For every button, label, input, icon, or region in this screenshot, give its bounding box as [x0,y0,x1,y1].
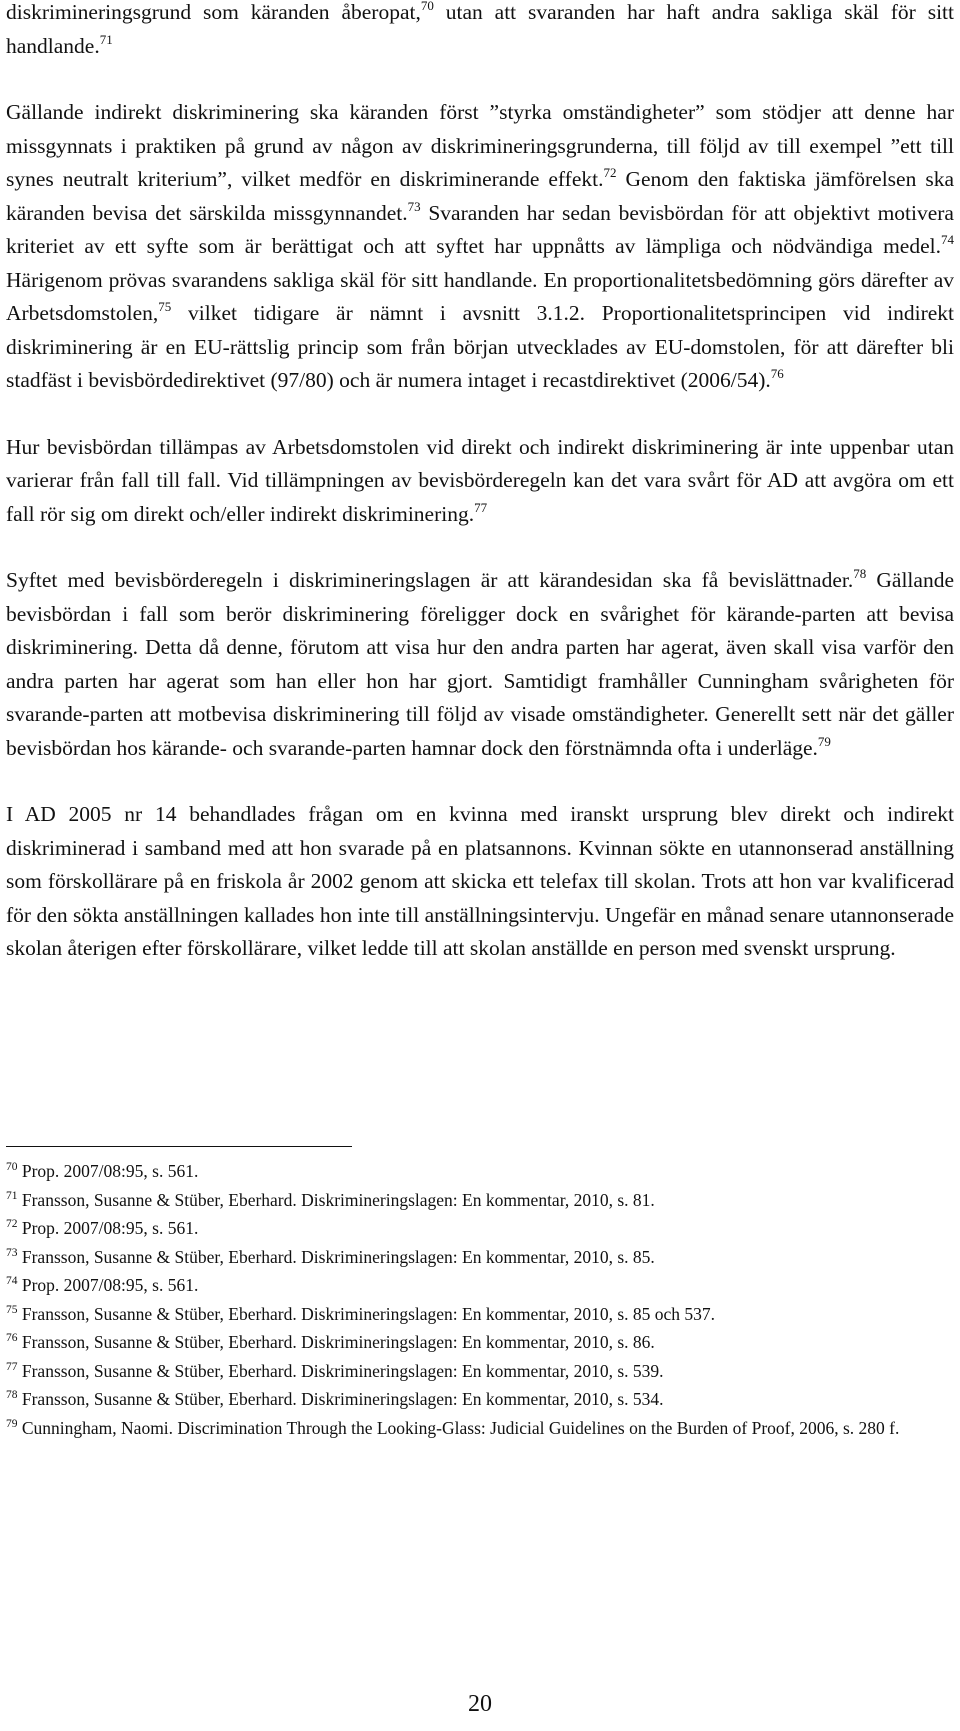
text-span: utan att svaranden har haft andra sakliga skäl för sitt handlande. [6,0,954,58]
footnote-number: 72 [6,1218,18,1230]
footnote-74 [6,1271,954,1300]
footnote-number: 77 [6,1360,18,1373]
footnote-ref[interactable]: 73 [407,198,421,214]
footnote-79 [6,1414,954,1443]
footnote-text: Fransson, Susanne & Stüber, Eberhard. Diskrimineringslagen: En kommentar, 2010, s. 534. [21,1389,664,1409]
paragraph-2 [6,96,954,398]
footnote-text: Fransson, Susanne & Stüber, Eberhard. Diskrimineringslagen: En kommentar, 2010, s. 85 och 537. [21,1303,716,1324]
footnote-text: Cunningham, Naomi. Discrimination Through the Looking-Glass: Judicial Guidelines on the Burden of Proof, 2006, s. 280 f. [21,1417,900,1438]
paragraph-5 [6,798,954,966]
footnote-76 [6,1328,954,1357]
text-span: diskrimineringsgrund som käranden åberopat, [6,0,421,24]
text-span: vilket tidigare är nämnt i avsnitt 3.1.2. Proportionalitetsprincipen vid indirekt diskriminering är en EU-rättslig princip som från början utvecklades av EU-domstolen, för att därefter bli stadfäst i bevisbördedirektivet (97/80) och är numera intaget i recastdirektivet (2006/54). [6,301,954,392]
footnote-number: 79 [6,1417,18,1430]
text-span: Gällande bevisbördan i fall som berör diskriminering föreligger dock en svårighet för kärande-parten att bevisa diskriminering. Detta då denne, förutom att visa hur den andra parten har agerat, även skall visa varför den andra parten har agerat som han eller hon har gjort. Samtidigt framhåller Cunningham svårigheten för svarande-parten att motbevisa diskriminering till följd av visade omständigheter. Generellt sett när det gäller bevisbördan hos kärande- och svarande-parten hamnar dock den förstnämnda ofta i underläge. [6,568,954,760]
footnote-77 [6,1357,954,1386]
footnote-text: Fransson, Susanne & Stüber, Eberhard. Diskrimineringslagen: En kommentar, 2010, s. 86. [21,1332,655,1352]
footnote-78 [6,1385,954,1414]
footnote-number: 74 [6,1275,18,1287]
footnote-ref[interactable]: 75 [158,299,172,314]
footnote-72 [6,1214,954,1243]
footnote-text: Prop. 2007/08:95, s. 561. [21,1218,199,1238]
paragraph-3 [6,431,954,532]
footnote-text: Fransson, Susanne & Stüber, Eberhard. Diskrimineringslagen: En kommentar, 2010, s. 85. [21,1246,655,1267]
footnote-number: 78 [6,1389,18,1401]
footnote-number: 70 [6,1161,18,1173]
paragraph-1 [6,0,954,63]
footnote-73 [6,1243,954,1272]
footnote-ref[interactable]: 78 [853,566,867,581]
footnote-ref[interactable]: 70 [420,0,434,13]
footnote-ref[interactable]: 76 [770,366,784,381]
footnote-number: 75 [6,1303,18,1316]
text-span: Gällande indirekt diskriminering ska käranden först ”styrka omständigheter” som stödjer att denne har missgynnats i praktiken på grund av någon av diskrimineringsgrunderna, till följd av till exempel ”ett till synes neutralt kriterium”, vilket medför en diskriminerande effekt. [6,100,954,191]
footnotes-section [6,1157,954,1442]
footnote-text: Fransson, Susanne & Stüber, Eberhard. Diskrimineringslagen: En kommentar, 2010, s. 81. [21,1189,655,1210]
text-span: Hur bevisbördan tillämpas av Arbetsdomstolen vid direkt och indirekt diskriminering är inte uppenbar utan varierar från fall till fall. Vid tillämpningen av bevisbörderegeln kan det vara svårt för AD att avgöra om ett fall rör sig om direkt och/eller indirekt diskriminering. [6,434,954,526]
footnote-text: Fransson, Susanne & Stüber, Eberhard. Diskrimineringslagen: En kommentar, 2010, s. 539. [21,1360,664,1381]
footnote-number: 76 [6,1332,18,1344]
body-text [6,0,954,999]
text-span: Genom den faktiska jämförelsen ska käranden bevisa det särskilda missgynnandet. [6,167,954,225]
footnote-ref[interactable]: 71 [99,31,113,47]
text-span: Svaranden har sedan bevisbördan för att objektivt motivera kriteriet av ett syfte som är berättigat och att syftet har uppnåtts av lämpliga och nödvändiga medel. [6,200,954,258]
footnote-text: Prop. 2007/08:95, s. 561. [21,1161,199,1181]
footnote-75 [6,1300,954,1329]
paragraph-4 [6,564,954,765]
footnote-separator [6,1146,352,1147]
footnote-number: 71 [6,1189,18,1202]
footnote-71 [6,1186,954,1215]
footnote-ref[interactable]: 77 [474,499,488,515]
text-span: Syftet med bevisbörderegeln i diskrimineringslagen är att kärandesidan ska få bevislättnader. [6,568,854,592]
footnote-ref[interactable]: 79 [817,733,831,749]
text-span: Härigenom prövas svarandens sakliga skäl för sitt handlande. En proportionalitetsbedömning görs därefter av Arbetsdomstolen, [6,267,954,325]
footnote-text: Prop. 2007/08:95, s. 561. [21,1275,199,1295]
footnote-number: 73 [6,1246,18,1259]
footnote-ref[interactable]: 72 [603,165,617,180]
page-number: 20 [468,1691,492,1717]
footnote-ref[interactable]: 74 [941,232,954,247]
text-span: I AD 2005 nr 14 behandlades frågan om en kvinna med iranskt ursprung blev direkt och indirekt diskriminerad i samband med att hon svarade på en platsannons. Kvinnan sökte en utannonserad anställning som förskollärare på en friskola år 2002 genom att skicka ett telefax till skolan. Trots att hon var kvalificerad för den sökta anställningen kallades hon inte till anställningsintervju. Ungefär en månad senare utannonserade skolan återigen efter förskollärare, vilket ledde till att skolan anställde en person med svenskt ursprung. [6,802,954,960]
footnote-70 [6,1157,954,1186]
